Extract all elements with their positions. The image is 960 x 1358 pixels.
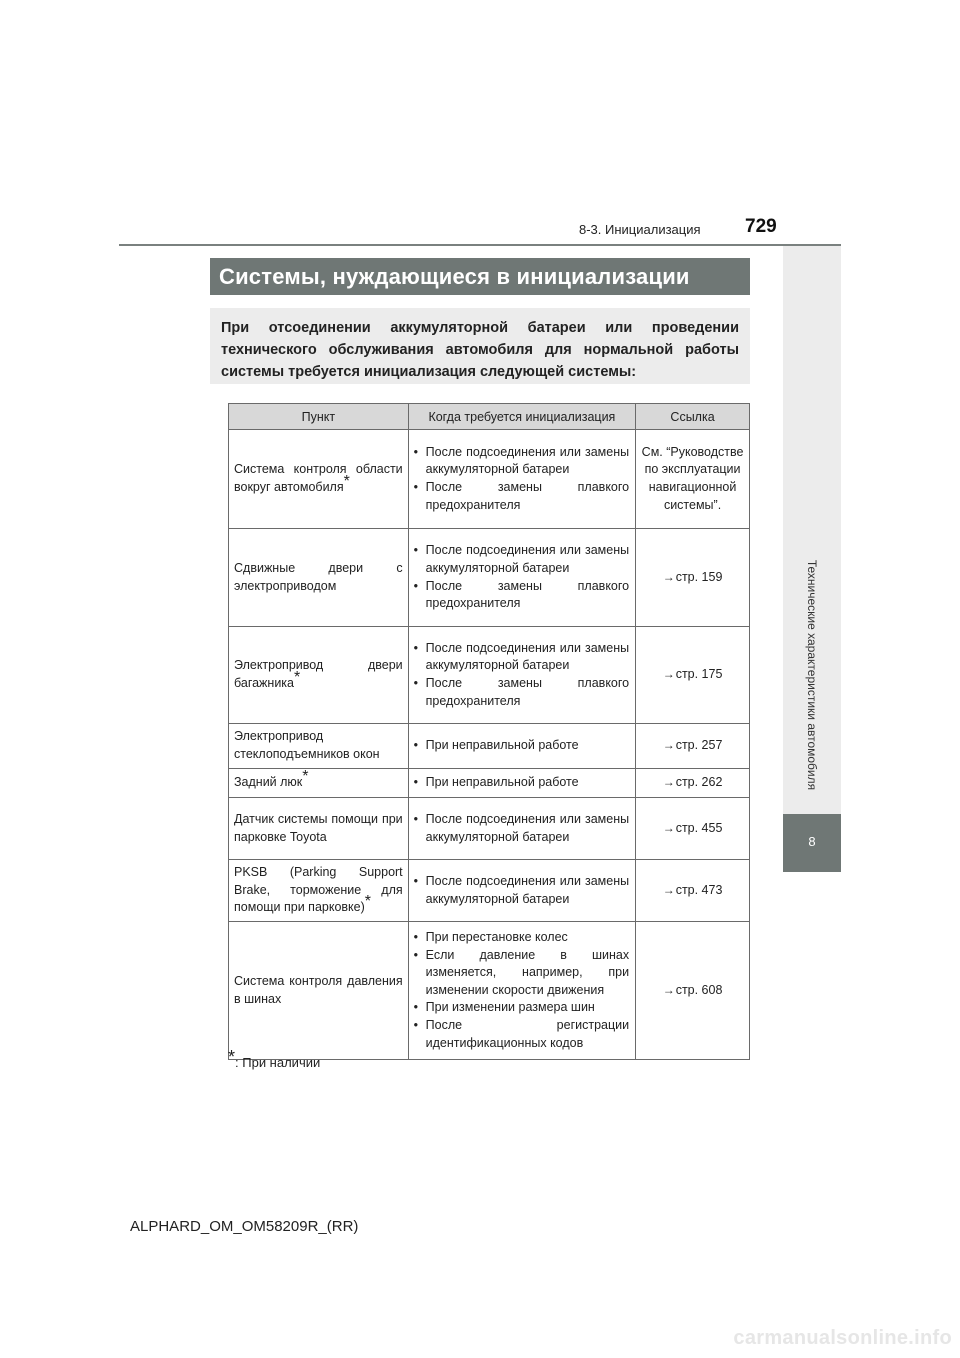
chapter-side-label: Технические характеристики автомобиля [805, 559, 819, 791]
item-text: PKSB (Parking Support Brake, торможение для помощи при парковке) [234, 865, 403, 915]
when-cell [408, 529, 635, 627]
list-item: • После регистрации идентификационных кодов [413, 1017, 630, 1050]
reference-cell[interactable] [636, 529, 750, 627]
reference-cell[interactable] [636, 860, 750, 922]
initialization-table [228, 403, 750, 1060]
reference-cell[interactable] [636, 724, 750, 769]
item-cell [229, 922, 409, 1060]
item-text: Система контроля давления в шинах [234, 973, 403, 1006]
when-cell [408, 627, 635, 724]
arrow-right-icon: → [662, 775, 675, 790]
table-row [229, 724, 750, 769]
page-reference-link[interactable]: стр. 455 [675, 820, 723, 835]
table-row [229, 430, 750, 529]
when-cell [408, 724, 635, 769]
list-item: • После подсоединения или замены аккумуляторной батареи [413, 640, 630, 673]
table-row [229, 860, 750, 922]
section-title: 8-3. Инициализация [579, 222, 701, 237]
page-reference-link[interactable]: стр. 175 [675, 667, 723, 682]
when-cell [408, 860, 635, 922]
footnote-asterisk: * [343, 473, 350, 490]
item-cell [229, 627, 409, 724]
table-row [229, 529, 750, 627]
item-text: Система контроля области вокруг автомобиля [234, 462, 403, 494]
item-cell [229, 724, 409, 769]
intro-paragraph: При отсоединении аккумуляторной батареи или проведении технического обслуживания автомобиля для нормальной работы системы требуется инициализация следующей системы: [210, 308, 750, 384]
item-cell [229, 529, 409, 627]
page-reference-link[interactable]: стр. 473 [675, 882, 723, 897]
list-item: • После подсоединения или замены аккумуляторной батареи [413, 444, 630, 477]
header-divider [119, 244, 841, 246]
list-item: • После замены плавкого предохранителя [413, 480, 630, 512]
list-item: • Если давление в шинах изменяется, например, при изменении скорости движения [413, 947, 630, 997]
reference-cell[interactable] [636, 922, 750, 1060]
page-reference-link[interactable]: стр. 608 [675, 982, 723, 997]
reference-cell[interactable] [636, 769, 750, 798]
watermark: carmanualsonline.info [733, 1327, 952, 1349]
arrow-right-icon: → [662, 820, 675, 835]
column-header-when: Когда требуется инициализация [408, 404, 635, 430]
item-text: Задний люк [234, 775, 303, 790]
item-text: Датчик системы помощи при парковке Toyota [234, 811, 403, 844]
footnote-asterisk: * [364, 893, 372, 911]
item-text: Сдвижные двери с электроприводом [234, 560, 403, 593]
list-item: • После замены плавкого предохранителя [413, 676, 630, 708]
arrow-right-icon: → [662, 982, 675, 997]
page-reference-link[interactable]: стр. 262 [675, 775, 723, 790]
arrow-right-icon: → [662, 882, 675, 897]
when-cell [408, 769, 635, 798]
list-item: • При перестановке колес [413, 930, 568, 944]
column-header-reference: Ссылка [636, 404, 750, 430]
list-item: • При неправильной работе [413, 775, 579, 790]
page-number: 729 [745, 216, 777, 237]
footnote-asterisk: * [302, 768, 309, 786]
document-code: ALPHARD_OM_OM58209R_(RR) [130, 1218, 359, 1235]
arrow-right-icon: → [662, 738, 675, 753]
when-cell [408, 922, 635, 1060]
item-cell [229, 798, 409, 860]
list-item: • После подсоединения или замены аккумуляторной батареи [413, 543, 630, 575]
table-row [229, 798, 750, 860]
footnote-text: : При наличии [235, 1055, 321, 1070]
list-item: • После замены плавкого предохранителя [413, 578, 630, 611]
reference-cell[interactable] [636, 798, 750, 860]
page-reference-link[interactable]: стр. 159 [675, 569, 723, 584]
table-row [229, 922, 750, 1060]
footnote-mark: * [228, 1047, 236, 1067]
footnote-asterisk: * [294, 669, 301, 686]
table-header-row [229, 404, 750, 430]
item-text: Электропривод стеклоподъемников окон [234, 729, 380, 761]
chapter-tab[interactable] [783, 814, 841, 872]
reference-cell[interactable] [636, 627, 750, 724]
arrow-right-icon: → [662, 569, 675, 584]
page-reference-link[interactable]: стр. 257 [675, 738, 723, 753]
column-header-item: Пункт [229, 404, 409, 430]
table-row [229, 627, 750, 724]
item-cell [229, 769, 409, 798]
list-item: • После подсоединения или замены аккумуляторной батареи [413, 811, 630, 844]
when-cell [408, 798, 635, 860]
list-item: • При неправильной работе [413, 738, 579, 753]
table-row [229, 769, 750, 798]
list-item: • При изменении размера шин [413, 1000, 595, 1015]
item-cell [229, 430, 409, 529]
reference-cell: См. “Руководстве по эксплуатации навигационной системы”. [636, 430, 750, 529]
page-heading: Системы, нуждающиеся в инициализации [210, 258, 750, 295]
when-cell [408, 430, 635, 529]
footnote [228, 1047, 321, 1070]
item-cell [229, 860, 409, 922]
chapter-tab-number: 8 [808, 834, 816, 849]
arrow-right-icon: → [662, 667, 675, 682]
list-item: • После подсоединения или замены аккумуляторной батареи [413, 873, 630, 906]
item-text: Электропривод двери багажника [234, 658, 403, 690]
